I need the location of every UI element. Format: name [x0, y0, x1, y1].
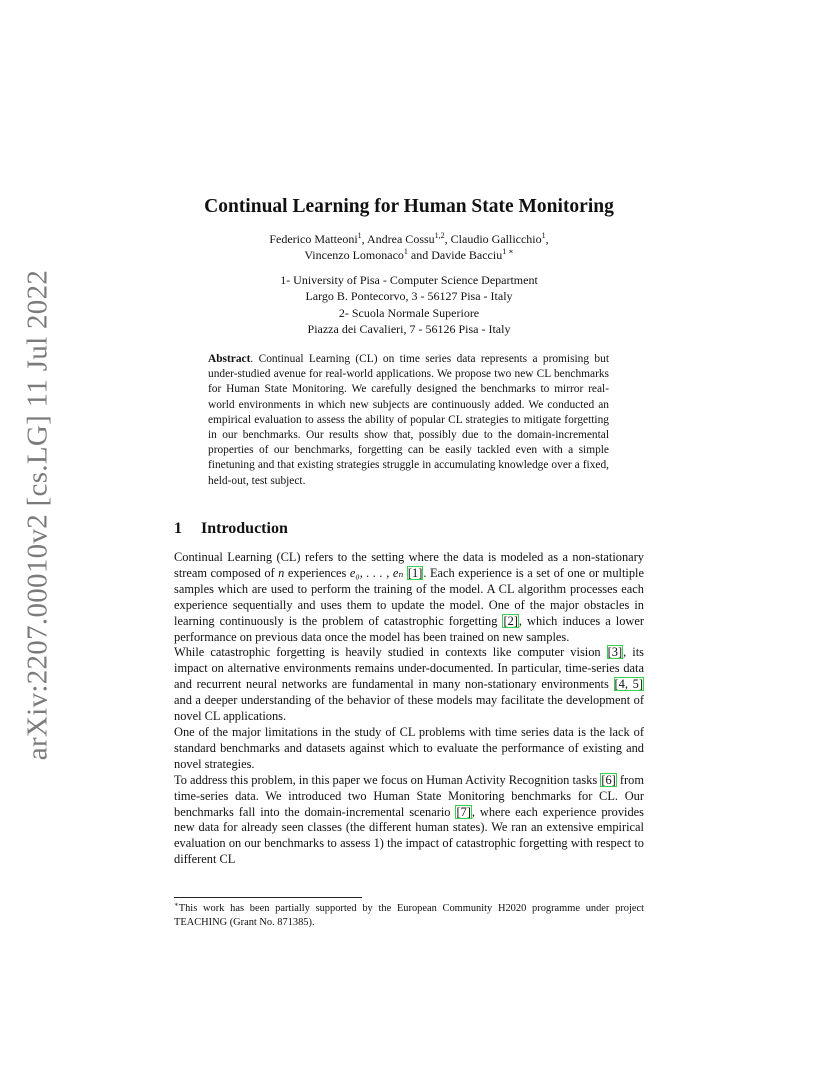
footnote-divider — [174, 897, 362, 898]
paragraph: To address this problem, in this paper we focus on Human Activity Recognition tasks [6] from time-series data. We introduced two Human State Monitoring benchmarks for CL. Our benchmarks fall into the domain-incremental scenario [7], where each experience provides new data for already seen classes (the different human states). We ran an extensive empirical evaluation on our benchmarks to assess 1) the impact of catastrophic forgetting with respect to different CL — [174, 772, 645, 867]
footnote-mark: ∗ — [174, 900, 179, 909]
body-text — [174, 550, 644, 868]
affiliation-2: 2- Scuola Normale Superiore Piazza dei Cavalieri, 7 - 56126 Pisa - Italy — [307, 306, 511, 336]
paragraph: Continual Learning (CL) refers to the setting where the data is modeled as a non-stationary stream composed of n experiences e₀, . . . , eₙ [1]. Each experience is a set of one or multiple samples which are used to perform the training of the model. A CL algorithm processes each experience sequentially and uses them to update the model. One of the major obstacles in learning continuously is the problem of catastrophic forgetting [2], which induces a lower performance on previous data once the model has been trained on new samples. — [174, 550, 644, 644]
section-heading — [174, 520, 644, 538]
abstract-label: Abstract — [208, 353, 251, 365]
citation-link[interactable]: [2] — [503, 613, 518, 628]
citation-link[interactable]: [6] — [601, 772, 616, 787]
footnote-text: This work has been partially supported by the European Community H2020 programme under project TEACHING (Grant No. 871385). — [174, 903, 644, 928]
arxiv-id-text: arXiv:2207.00010v2 [cs.LG] 11 Jul 2022 — [21, 269, 54, 761]
arxiv-sidebar-stamp — [18, 269, 58, 761]
section-title: Introduction — [201, 520, 288, 537]
footnote — [174, 902, 644, 930]
section-number: 1 — [174, 520, 182, 537]
abstract — [208, 352, 609, 489]
author-list — [174, 231, 644, 263]
affiliation-1: 1- University of Pisa - Computer Science Department Largo B. Pontecorvo, 3 - 56127 Pisa - Italy — [280, 273, 538, 303]
author-line-2: Vincenzo Lomonaco$^1$ and Davide Bacciu$^{1 ∗}$ — [304, 247, 514, 262]
paragraph: One of the major limitations in the study of CL problems with time series data is the lack of standard benchmarks and datasets against which to evaluate the performance of existing and novel strategies. — [174, 724, 644, 771]
citation-link[interactable]: [3] — [607, 645, 623, 660]
paper-title: Continual Learning for Human State Monitoring — [204, 196, 614, 217]
citation-link[interactable]: [1] — [407, 565, 423, 580]
author-line-1: Federico Matteoni$^1$, Andrea Cossu$^{1,2}$, Claudio Gallicchio$^1$, — [269, 231, 549, 246]
paragraph: While catastrophic forgetting is heavily studied in contexts like computer vision [3], its impact on alternative environments remains under-documented. In particular, time-series data and recurrent neural networks are fundamental in many non-stationary environments [4, 5] and a deeper understanding of the behavior of these models may facilitate the development of novel CL applications. — [174, 645, 644, 724]
abstract-text: . Continual Learning (CL) on time series data represents a promising but under-studied avenue for real-world applications. We propose two new CL benchmarks for Human State Monitoring. We carefully designed the benchmarks to mirror real-world environments in which new subjects are continuously added. We conducted an empirical evaluation to assess the ability of popular CL strategies to mitigate forgetting in our benchmarks. Our results show that, possibly due to the domain-incremental properties of our benchmarks, forgetting can be easily tackled even with a simple finetuning and that existing strategies struggle in accumulating knowledge over a fixed, held-out, test subject. — [208, 353, 609, 487]
citation-link[interactable]: [7] — [456, 804, 471, 819]
citation-link[interactable]: [4, 5] — [614, 677, 644, 692]
